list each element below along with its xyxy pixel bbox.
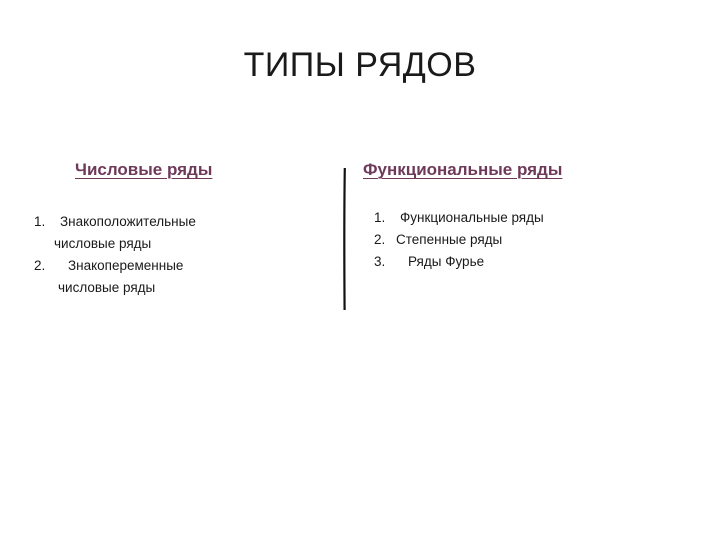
column-divider — [343, 168, 346, 310]
list-item-number: 3. — [374, 254, 386, 269]
list-item — [374, 251, 674, 273]
list-item-number: 1. — [374, 210, 386, 225]
numeric-series-list — [34, 211, 324, 299]
list-item-text: Степенные ряды — [396, 232, 503, 247]
list-item-text: Ряды Фурье — [408, 254, 485, 269]
list-item-text: Знакопеременные — [68, 258, 184, 273]
list-item-text: Функциональные ряды — [400, 210, 544, 225]
list-item-number: 1. — [34, 214, 46, 229]
list-item — [374, 207, 674, 229]
list-item-text: Знакоположительные — [60, 214, 196, 229]
functional-series-list — [374, 207, 674, 273]
list-item — [34, 211, 324, 233]
list-item — [34, 255, 324, 277]
left-column-heading: Числовые ряды — [75, 160, 213, 179]
list-item-continuation: числовые ряды — [58, 280, 156, 295]
list-item-number: 2. — [374, 232, 386, 247]
list-item-continuation: числовые ряды — [54, 236, 152, 251]
right-column-heading: Функциональные ряды — [363, 160, 563, 179]
slide-title: ТИПЫ РЯДОВ — [243, 46, 477, 84]
list-item — [374, 229, 674, 251]
list-item-number: 2. — [34, 258, 46, 273]
